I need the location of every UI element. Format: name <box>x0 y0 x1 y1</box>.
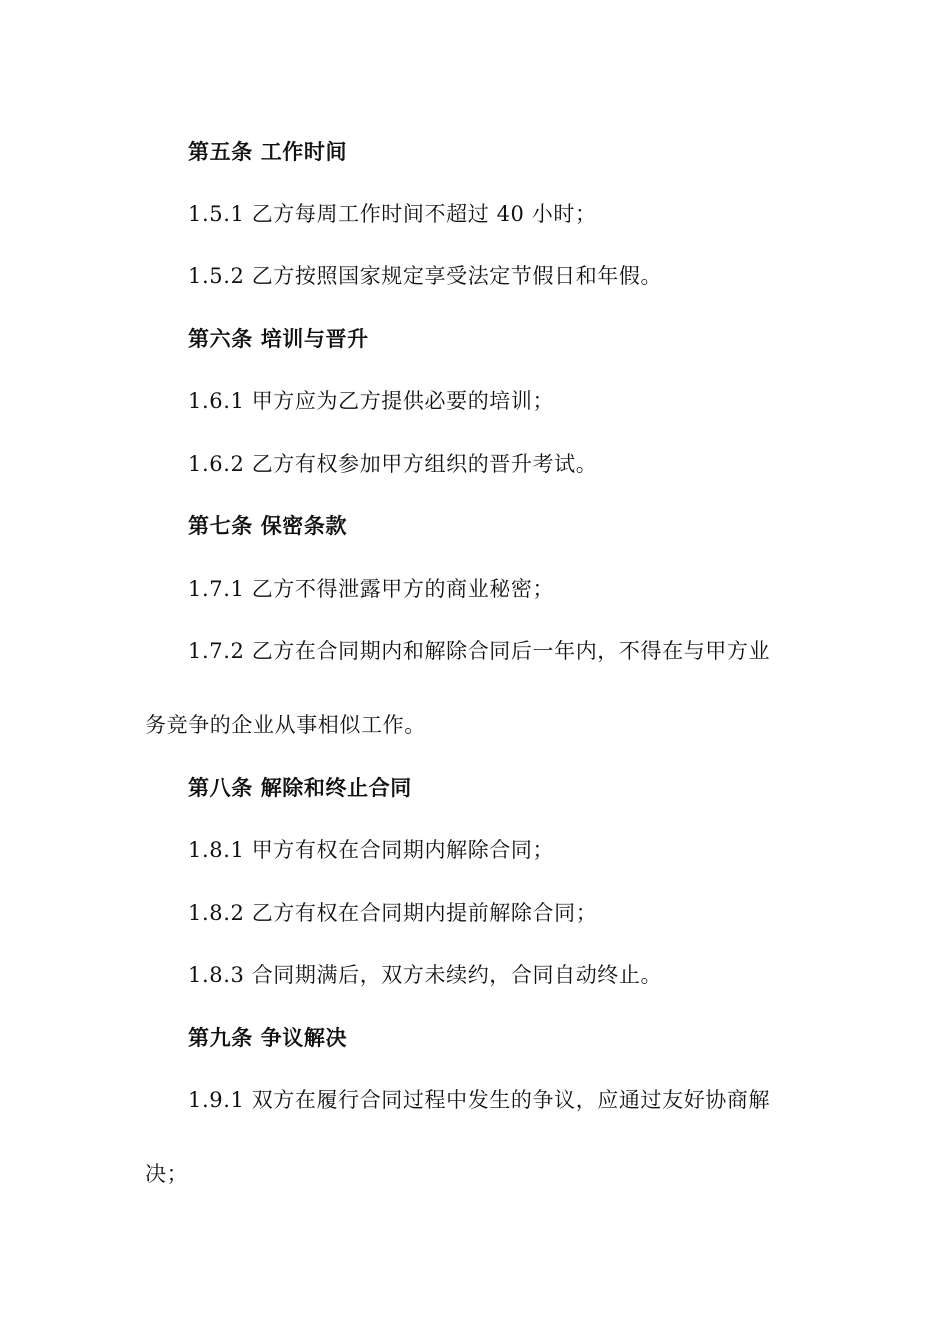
section-9-heading: 第九条 争议解决 <box>188 1026 348 1050</box>
clause-1-7-1: 1.7.1 乙方不得泄露甲方的商业秘密； <box>188 577 555 601</box>
clause-1-8-2: 1.8.2 乙方有权在合同期内提前解除合同； <box>188 901 598 925</box>
section-8-heading: 第八条 解除和终止合同 <box>188 776 412 800</box>
clause-1-6-1: 1.6.1 甲方应为乙方提供必要的培训； <box>188 389 555 413</box>
clause-1-9-1-continued: 决； <box>145 1162 189 1186</box>
clause-1-8-1: 1.8.1 甲方有权在合同期内解除合同； <box>188 838 555 862</box>
clause-1-8-3: 1.8.3 合同期满后，双方未续约，合同自动终止。 <box>188 963 663 987</box>
section-6-heading: 第六条 培训与晋升 <box>188 327 369 351</box>
clause-1-9-1: 1.9.1 双方在履行合同过程中发生的争议，应通过友好协商解 <box>188 1088 771 1112</box>
clause-1-7-2-continued: 务竞争的企业从事相似工作。 <box>145 713 426 737</box>
clause-1-6-2: 1.6.2 乙方有权参加甲方组织的晋升考试。 <box>188 452 598 476</box>
clause-1-7-2: 1.7.2 乙方在合同期内和解除合同后一年内，不得在与甲方业 <box>188 639 771 663</box>
clause-1-5-2: 1.5.2 乙方按照国家规定享受法定节假日和年假。 <box>188 264 663 288</box>
clause-1-5-1: 1.5.1 乙方每周工作时间不超过 40 小时； <box>188 202 597 226</box>
section-5-heading: 第五条 工作时间 <box>188 140 348 164</box>
section-7-heading: 第七条 保密条款 <box>188 514 348 538</box>
